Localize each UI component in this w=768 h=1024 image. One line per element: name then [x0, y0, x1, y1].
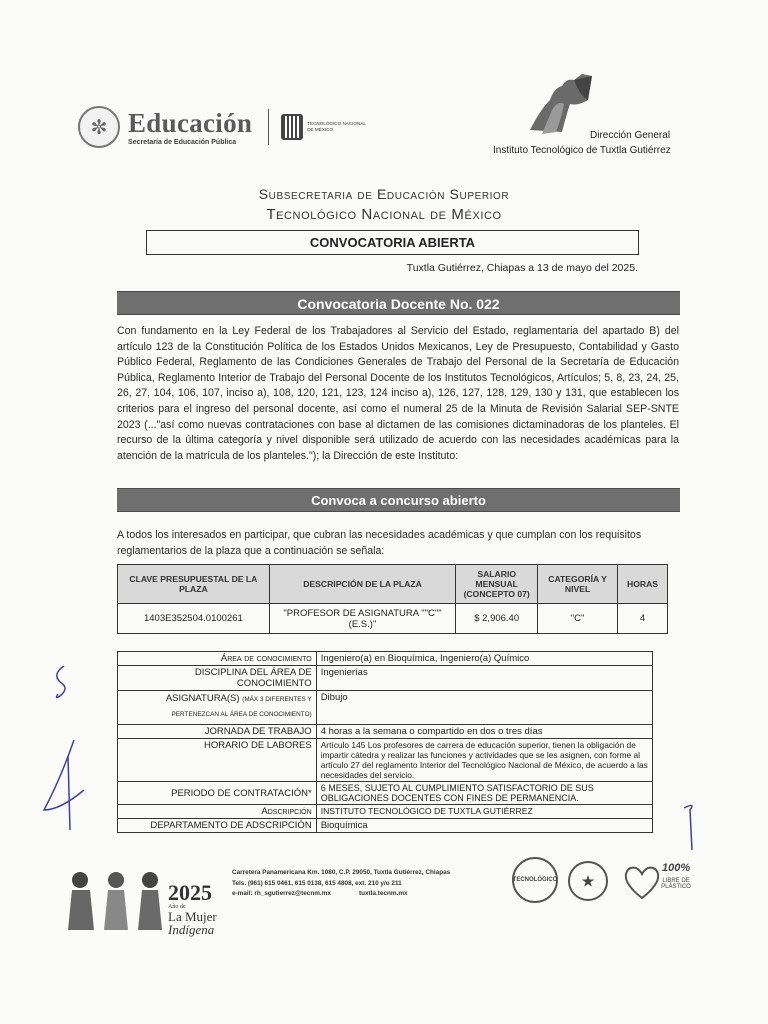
- plastic-free-logo: [622, 856, 702, 906]
- intro-paragraph: A todos los interesados en participar, que cubran las necesidades académicas y que cumplan con los requisitos reglamentarios de la plaza que a continuación se señala:: [117, 529, 642, 557]
- handwritten-check-mark: [676, 798, 706, 858]
- adscripcion-label: Adscripción: [118, 805, 317, 819]
- plaza-table: [117, 564, 668, 634]
- header-salario: SALARIO MENSUAL (CONCEPTO 07): [456, 565, 538, 604]
- mexico-seal-icon: ✼: [78, 106, 120, 148]
- footer-web: tuxtla.tecnm.mx: [358, 890, 408, 897]
- tecnm-text: TECNOLÓGICO NACIONAL DE MÉXICO: [307, 121, 366, 132]
- table-row: [118, 604, 668, 634]
- asignatura-value: Dibujo: [316, 691, 652, 725]
- footer-phones: Tels. (961) 615 0461, 615 0138, 615 4808, ext. 210 y/o 211: [232, 879, 402, 887]
- table-row: [118, 725, 653, 739]
- year-line1: La Mujer: [168, 909, 217, 924]
- periodo-label: PERIODO DE CONTRATACIÓN*: [118, 782, 317, 805]
- year-sub: Año de: [168, 904, 186, 910]
- tecnm-title: Tecnológico Nacional de México: [266, 206, 502, 223]
- institute-name: Instituto Tecnológico de Tuxtla Gutiérrez: [493, 145, 671, 156]
- handwritten-initial-mark: [30, 660, 90, 840]
- subsecretaria-title: Subsecretaria de Educación Superior: [258, 186, 510, 202]
- table-row: [118, 739, 653, 782]
- convocatoria-number-banner: Convocatoria Docente No. 022: [117, 291, 680, 315]
- table-row: [118, 782, 653, 805]
- jornada-value: 4 horas a la semana o compartido en dos o tres días: [316, 725, 652, 739]
- direction-general: Dirección General: [590, 130, 671, 141]
- periodo-value: 6 MESES, SUJETO AL CUMPLIMIENTO SATISFACTORIO DE SUS OBLIGACIONES DOCENTES CON FINES DE PERMANENCIA.: [316, 782, 652, 805]
- jornada-label: JORNADA DE TRABAJO: [118, 725, 317, 739]
- tecnologico-seal-label: TECNOLÓGICO: [512, 877, 558, 883]
- table-row: [118, 819, 653, 833]
- star-seal-icon: ★: [568, 861, 608, 901]
- institute-emblem-icon: [522, 70, 598, 142]
- departamento-label: DEPARTAMENTO DE ADSCRIPCIÓN: [118, 819, 317, 833]
- cell-categoria: "C": [538, 604, 618, 634]
- footer-email: e-mail: rh_sgutierrez@tecnm.mx: [232, 890, 331, 897]
- footer-address: Carretera Panamericana Km. 1080, C.P. 29050, Tuxtla Gutiérrez, Chiapas: [232, 869, 451, 876]
- disciplina-label: DISCIPLINA DEL ÁREA DE CONOCIMIENTO: [118, 666, 317, 691]
- asignatura-label: ASIGNATURA(S): [165, 693, 240, 704]
- header-divider: [268, 109, 269, 145]
- table-row: [118, 691, 653, 725]
- cell-clave: 1403E352504.0100261: [118, 604, 270, 634]
- tecnm-logo-icon: [281, 114, 303, 140]
- departamento-value: Bioquímica: [316, 819, 652, 833]
- asignatura-note1: (MÁX 3 DIFERENTES Y: [242, 696, 312, 703]
- convocatoria-title: CONVOCATORIA ABIERTA: [146, 230, 639, 255]
- header-categoria: CATEGORÍA Y NIVEL: [538, 565, 618, 604]
- details-table: [117, 651, 653, 833]
- table-row: [118, 652, 653, 666]
- header-clave: CLAVE PRESUPUESTAL DE LA PLAZA: [118, 565, 270, 604]
- header-horas: HORAS: [618, 565, 668, 604]
- horario-label: HORARIO DE LABORES: [118, 739, 317, 782]
- year-number: 2025: [168, 880, 212, 905]
- asignatura-note2: PERTENEZCAN AL ÁREA DE CONOCIMIENTO): [171, 711, 312, 718]
- footer-address-block: [232, 868, 450, 900]
- cell-salario: $ 2,906.40: [456, 604, 538, 634]
- header-descripcion: DESCRIPCIÓN DE LA PLAZA: [269, 565, 455, 604]
- document-date: Tuxtla Gutiérrez, Chiapas a 13 de mayo del 2025.: [406, 262, 638, 274]
- education-subtitle: Secretaría de Educación Pública: [128, 138, 237, 146]
- sep-logo: [78, 106, 367, 148]
- cell-horas: 4: [618, 604, 668, 634]
- adscripcion-value: INSTITUTO TECNOLÓGICO DE TUXTLA GUTIÉRREZ: [316, 805, 652, 819]
- asignatura-label-cell: [118, 691, 317, 725]
- indigenous-women-illustration-icon: [64, 868, 168, 930]
- fundamento-paragraph: Con fundamento en la Ley Federal de los Trabajadores al Servicio del Estado, reglamentaria del apartado B) del artículo 123 de la Constitución Política de los Estados Unidos Mexicanos, Ley de Presupuesto, Contabilidad y Gasto Público Federal, Reglamento de las Condiciones Generales de Trabajo del Personal de la Secretaría de Educación Pública, Reglamento Interior de Trabajo del Personal Docente de los Institutos Tecnológicos, Artículos; 5, 8, 23, 24, 25, 26, 27, 104, 106, 107, inciso a), 108, 120, 121, 123, 124 inciso a), 126, 127, 128, 129, 130 y 131, que establecen los criterios para el ingreso del personal docente, así como el numeral 25 de la Minuta de Revisión Salarial SEP-SNTE 2023 (..."así como nuevas contrataciones con base al dictamen de las comisiones dictaminadoras de los planteles. El recurso de la última categoría y nivel disponible será utilizado de acuerdo con las necesidades académicas para la atención de la matrícula de los planteles."); la Dirección de este Instituto:: [117, 325, 679, 462]
- education-title: Educación: [128, 107, 253, 138]
- convoca-banner: Convoca a concurso abierto: [117, 488, 680, 512]
- tecnologico-seal-icon: [512, 857, 558, 903]
- logo-plastico-text: LIBRE DE PLÁSTICO: [661, 878, 691, 890]
- horario-value: Artículo 145 Los profesores de carrera de educación superior, tienen la obligación de impartir cátedra y realizar las funciones y actividades que se les asignen, con forme al artículo 27 del reglamento Interior del Tecnológico Nacional de México, de acuerdo a las necesidades del servicio.: [316, 739, 652, 782]
- year-line2: Indígena: [168, 922, 215, 937]
- table-row: [118, 805, 653, 819]
- table-row: [118, 666, 653, 691]
- year-logo: [168, 882, 217, 936]
- cell-descripcion: "PROFESOR DE ASIGNATURA ""C"" (E.S.)": [269, 604, 455, 634]
- disciplina-value: Ingenierías: [316, 666, 652, 691]
- area-value: Ingeniero(a) en Bioquímica, Ingeniero(a) Químico: [316, 652, 652, 666]
- plaza-table-header: [118, 565, 668, 604]
- area-label: Área de conocimiento: [118, 652, 317, 666]
- logo-100-text: 100%: [662, 862, 691, 874]
